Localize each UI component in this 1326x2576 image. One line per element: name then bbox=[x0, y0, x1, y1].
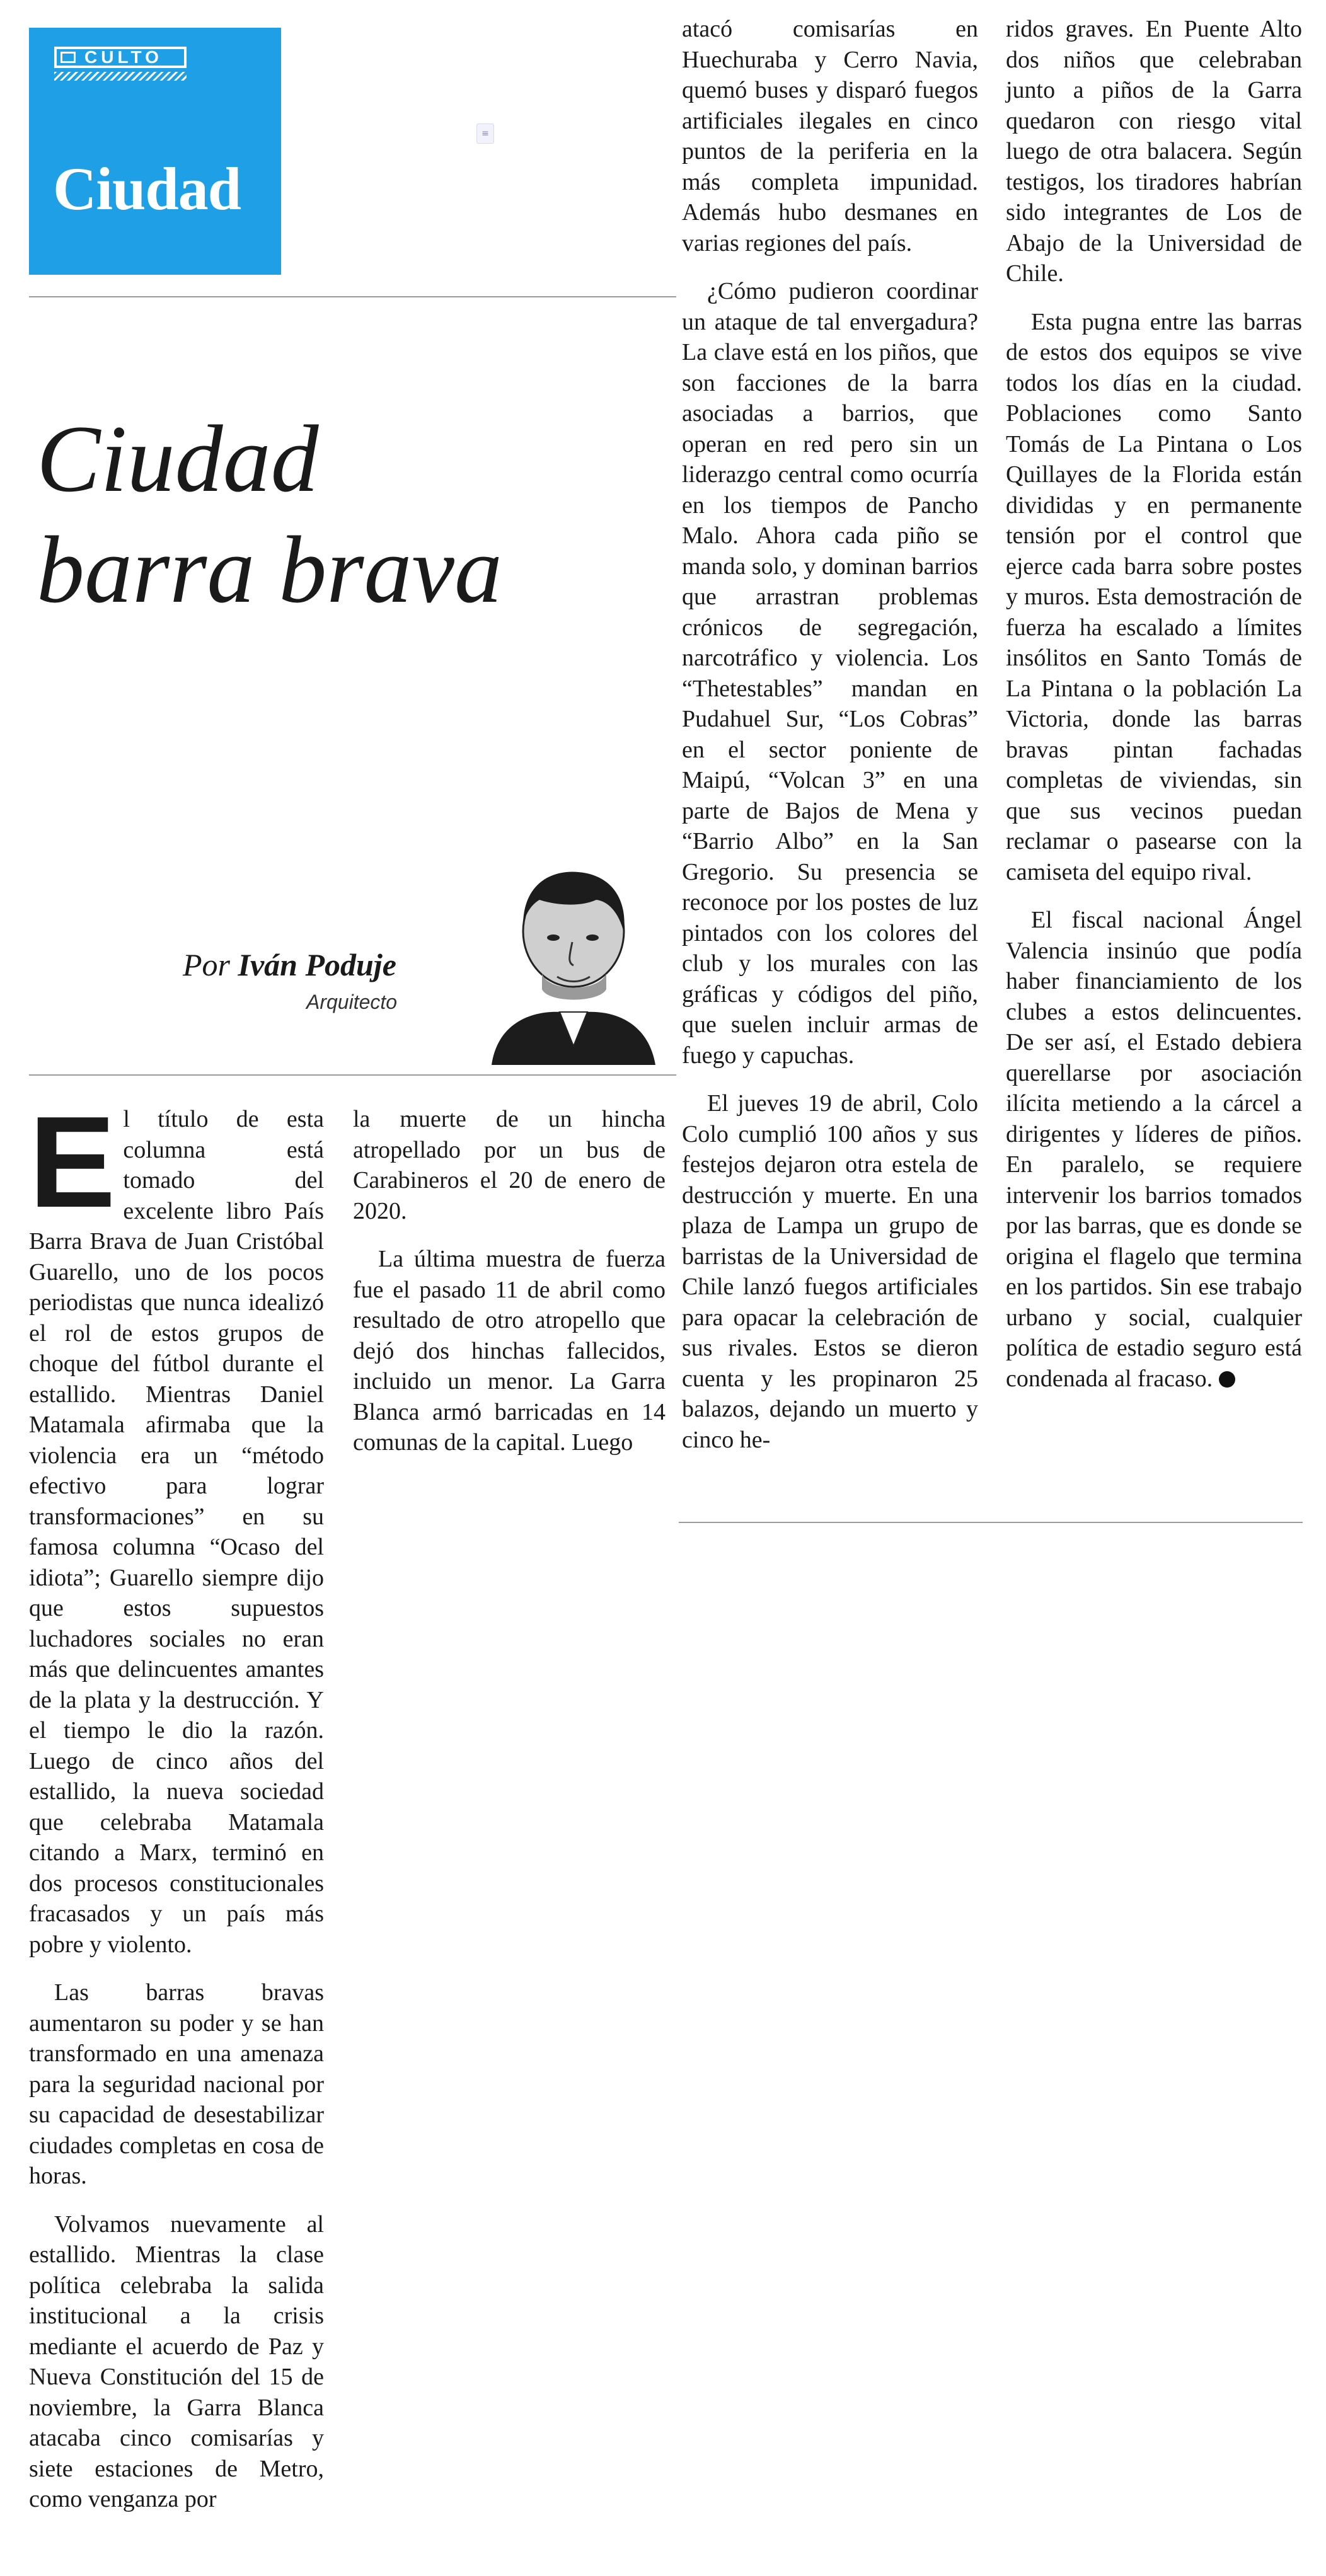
paragraph bbox=[1006, 905, 1302, 1394]
article-column-2 bbox=[353, 1104, 666, 1482]
paragraph: ¿Cómo pudieron coordinar un ataque de tal envergadura? La clave está en los piños, que son facciones de la barra asociadas a barrios, que operan en red pero sin un liderazgo central como ocurría en los tiempos de Pancho Malo. Ahora cada piño se manda solo, y dominan barrios que arrastran problemas crónicos de segregación, narcotráfico y violencia. Los “Thetestables” mandan en Pudahuel Sur, “Los Cobras” en el sector poniente de Maipú, “Volcan 3” en una parte de Bajos de Mena y “Barrio Albo” en la San Gregorio. Su presencia se reconoce por los postes de luz pintados con los colores del club y los murales con las gráficas y códigos del piño, que suelen incluir armas de fuego y capuchas. bbox=[682, 278, 978, 1069]
kicker-box-icon bbox=[61, 52, 76, 63]
divider-end bbox=[679, 1522, 1303, 1523]
article-column-4 bbox=[1006, 14, 1302, 1501]
end-dot-icon bbox=[1219, 1371, 1235, 1388]
paragraph: El jueves 19 de abril, Colo Colo cumplió 100 años y sus festejos dejaron otra estela de destrucción y muerte. En una plaza de Lampa un grupo de barristas de la Universidad de Chile lanzó fuegos artificiales para opacar la celebración de sus rivales. Estos se dieron cuenta y les propinaron 25 balazos, dejando un muerto y cinco he- bbox=[682, 1090, 978, 1453]
note-icon[interactable]: ≡ bbox=[476, 124, 494, 144]
paragraph-text: l título de esta columna está tomado del excelente libro País Barra Brava de Juan Cristóbal Guarello, uno de los pocos periodistas que nunca idealizó el rol de estos grupos de choque del fútbol durante el estallido. Mientras Daniel Matamala afirmaba que la violencia era un “método efectivo para lograr transformaciones” en su famosa columna “Ocaso del idiota”; Guarello siempre dijo que estos supuestos luchadores sociales no eran más que delincuentes amantes de la plata y la destrucción. Y el tiempo le dio la razón. Luego de cinco años del estallido, la nueva sociedad que celebraba Matamala citando a Marx, terminó en dos procesos constitucionales fracasados y un país más pobre y violento. bbox=[29, 1106, 324, 1958]
article-headline bbox=[37, 403, 667, 625]
article-column-3 bbox=[682, 14, 978, 1501]
kicker-label: CULTO bbox=[84, 47, 163, 67]
article-column-1 bbox=[29, 1090, 324, 2566]
author-role: Arquitecto bbox=[306, 991, 398, 1013]
paragraph: Volvamos nuevamente al estallido. Mientras la clase política celebraba la salida institucional a la crisis mediante el acuerdo de Paz y Nueva Constitución del 15 de noviembre, la Garra Blanca atacaba cinco comisarías y siete estaciones de Metro, como venganza por bbox=[29, 2211, 324, 2512]
paragraph: Las barras bravas aumentaron su poder y se han transformado en una amenaza para la seguridad nacional por su capacidad de desestabilizar ciudades completas en cosa de horas. bbox=[29, 1979, 324, 2189]
paragraph: atacó comisarías en Huechuraba y Cerro Navia, quemó buses y disparó fuegos artificiales ilegales en cinco puntos de la periferia en la más completa impunidad. Además hubo desmanes en varias regiones del país. bbox=[682, 16, 978, 256]
section-name: Ciudad bbox=[53, 155, 241, 222]
paragraph: Esta pugna entre las barras de estos dos equipos se vive todos los días en la ciudad. Poblaciones como Santo Tomás de La Pintana o Los Quillayes de la Florida están divididas y en permanente tensión por el control que ejerce cada barra sobre postes y muros. Esta demostración de fuerza ha escalado a límites insólitos en Santo Tomás de La Pintana o la población La Victoria, donde las barras bravas pintan fachadas completas de viviendas, sin que sus vecinos puedan reclamar o pasearse con la camiseta del equipo rival. bbox=[1006, 308, 1302, 885]
author-portrait-illustration bbox=[479, 863, 662, 1065]
kicker-hatch-decoration bbox=[54, 72, 187, 81]
divider-byline bbox=[29, 1074, 676, 1076]
byline-prefix: Por bbox=[183, 947, 230, 982]
divider-top bbox=[29, 296, 676, 297]
paragraph-text: El fiscal nacional Ángel Valencia insinúo que podía haber financiamiento de los clubes a estos delincuentes. De ser así, el Estado debiera querellarse por asociación ilícita metiendo a la cárcel a dirigentes y líderes de piños. En paralelo, se requiere intervenir los barrios tomados por las barras, que es donde se origina el flagelo que termina en los partidos. Sin ese trabajo urbano y social, cualquier política de estadio seguro está condenada al fracaso. bbox=[1006, 907, 1302, 1392]
headline-line-1: Ciudad bbox=[37, 406, 319, 512]
section-kicker bbox=[54, 47, 187, 68]
author-name: Iván Poduje bbox=[238, 947, 396, 982]
dropcap: E bbox=[29, 1090, 116, 1234]
paragraph: ridos graves. En Puente Alto dos niños que celebraban junto a piños de la Garra quedaron con riesgo vital luego de otra balacera. Según testigos, los tiradores habrían sido integrantes de Los de Abajo de la Universidad de Chile. bbox=[1006, 16, 1302, 287]
paragraph: la muerte de un hincha atropellado por un bus de Carabineros el 20 de enero de 2020. bbox=[353, 1106, 666, 1224]
byline bbox=[183, 946, 396, 983]
section-badge bbox=[29, 28, 281, 275]
paragraph: La última muestra de fuerza fue el pasado 11 de abril como resultado de otro atropello que dejó dos hinchas fallecidos, incluido un menor. La Garra Blanca armó barricadas en 14 comunas de la capital. Luego bbox=[353, 1246, 666, 1456]
paragraph bbox=[29, 1090, 324, 1960]
headline-line-2: barra brava bbox=[37, 517, 502, 623]
